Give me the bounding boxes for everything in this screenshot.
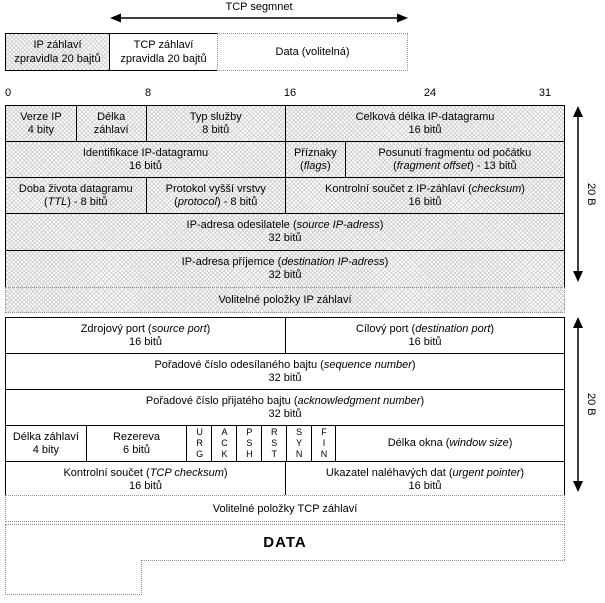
ip-row-5 [6, 250, 564, 287]
ip-field-protocol: Protokol vyšší vrstvy (protocol) - 8 bitů [146, 178, 286, 213]
ip-row-2 [6, 141, 564, 177]
ip-options-row: Volitelné položky IP záhlaví [5, 287, 565, 313]
ip-field-type-of-service: Typ služby 8 bitů [146, 106, 286, 141]
tcp-segment-span-arrow [110, 12, 408, 24]
tcp-flag-syn: SYN [286, 426, 311, 461]
tcp-flag-ack: ACK [211, 426, 236, 461]
ip-header-summary-box [5, 33, 110, 71]
tcp-field-acknowledgment-number: Pořadové číslo přijatého bajtu (acknowledgment number) 32 bitů [145, 394, 425, 420]
tcp-row-4 [6, 425, 564, 461]
tcp-field-source-port: Zdrojový port (source port) 16 bitů [80, 322, 211, 348]
tcp-field-checksum: Kontrolní součet (TCP checksum) 16 bitů [63, 466, 228, 492]
ip-row-1 [6, 106, 564, 141]
tcp-flag-urg: URG [186, 426, 211, 461]
ip-field-flags: Příznaky (flags) [285, 142, 345, 177]
tcp-row-2 [6, 353, 564, 389]
tcp-field-window-size: Délka okna (window size) [335, 426, 563, 461]
bit-scale-16: 16 [283, 87, 297, 99]
ip-field-destination-address: IP-adresa příjemce (destination IP-adress) 32 bitů [181, 256, 389, 281]
data-region-label: DATA [263, 533, 307, 551]
tcp-header-table [5, 317, 565, 498]
tcp-header-summary-line1: TCP záhlaví [133, 39, 194, 51]
data-region-step-line [142, 560, 565, 561]
data-region [5, 524, 565, 560]
tcp-row-1 [6, 318, 564, 353]
tcp-header-size-label: 20 B [585, 393, 597, 416]
bit-scale-24: 24 [423, 87, 437, 99]
tcp-flag-psh: PSH [236, 426, 261, 461]
tcp-flag-rst: RST [261, 426, 286, 461]
tcp-field-urgent-pointer: Ukazatel naléhavých dat (urgent pointer) 16 bitů [285, 462, 564, 497]
bit-scale-0: 0 [5, 87, 12, 99]
bit-scale-8: 8 [144, 87, 152, 99]
ip-header-summary-line1: IP záhlaví [33, 39, 82, 51]
tcp-options-row: Volitelné položky TCP záhlaví [5, 495, 565, 522]
data-summary-box [217, 33, 408, 71]
ip-field-version: Verze IP 4 bity [20, 110, 62, 136]
ip-field-source-address: IP-adresa odesilatele (source IP-adress) 32 bitů [186, 219, 384, 244]
ip-field-ttl: Doba života datagramu (TTL) - 8 bitů [18, 182, 133, 208]
tcp-header-summary-line2: zpravidla 20 bajtů [120, 53, 207, 65]
ip-field-total-length: Celková délka IP-datagramu 16 bitů [285, 106, 564, 141]
bit-scale-31: 31 [538, 87, 552, 99]
ip-header-summary-line2: zpravidla 20 bajtů [14, 53, 101, 65]
data-summary-line1: Data (volitelná) [275, 46, 350, 58]
tcp-flag-fin: FIN [311, 426, 336, 461]
tcp-row-3 [6, 389, 564, 425]
ip-field-checksum: Kontrolní součet z IP-záhlaví (checksum) 16 bitů [285, 178, 564, 213]
tcp-segment-label: TCP segmnet [225, 1, 293, 13]
ip-row-4 [6, 213, 564, 250]
tcp-field-sequence-number: Pořadové číslo odesílaného bajtu (sequence number) 32 bitů [154, 358, 416, 384]
tcp-field-reserved: Rezereva 6 bitů [86, 426, 186, 461]
ip-row-3 [6, 177, 564, 213]
data-region-tail [5, 560, 142, 595]
tcp-header-summary-box [109, 33, 218, 71]
ip-field-fragment-offset: Posunutí fragmentu od počátku (fragment offset) - 13 bitů [345, 142, 564, 177]
tcp-field-destination-port: Cílový port (destination port) 16 bitů [285, 318, 564, 353]
ip-header-table [5, 105, 565, 288]
ip-header-size-label: 20 B [585, 182, 597, 206]
ip-field-header-length: Délka záhlaví [76, 106, 146, 141]
tcp-field-header-length: Délka záhlaví 4 bity [12, 430, 79, 456]
tcp-row-5 [6, 461, 564, 497]
ip-field-identification: Identifikace IP-datagramu 16 bitů [82, 146, 209, 172]
